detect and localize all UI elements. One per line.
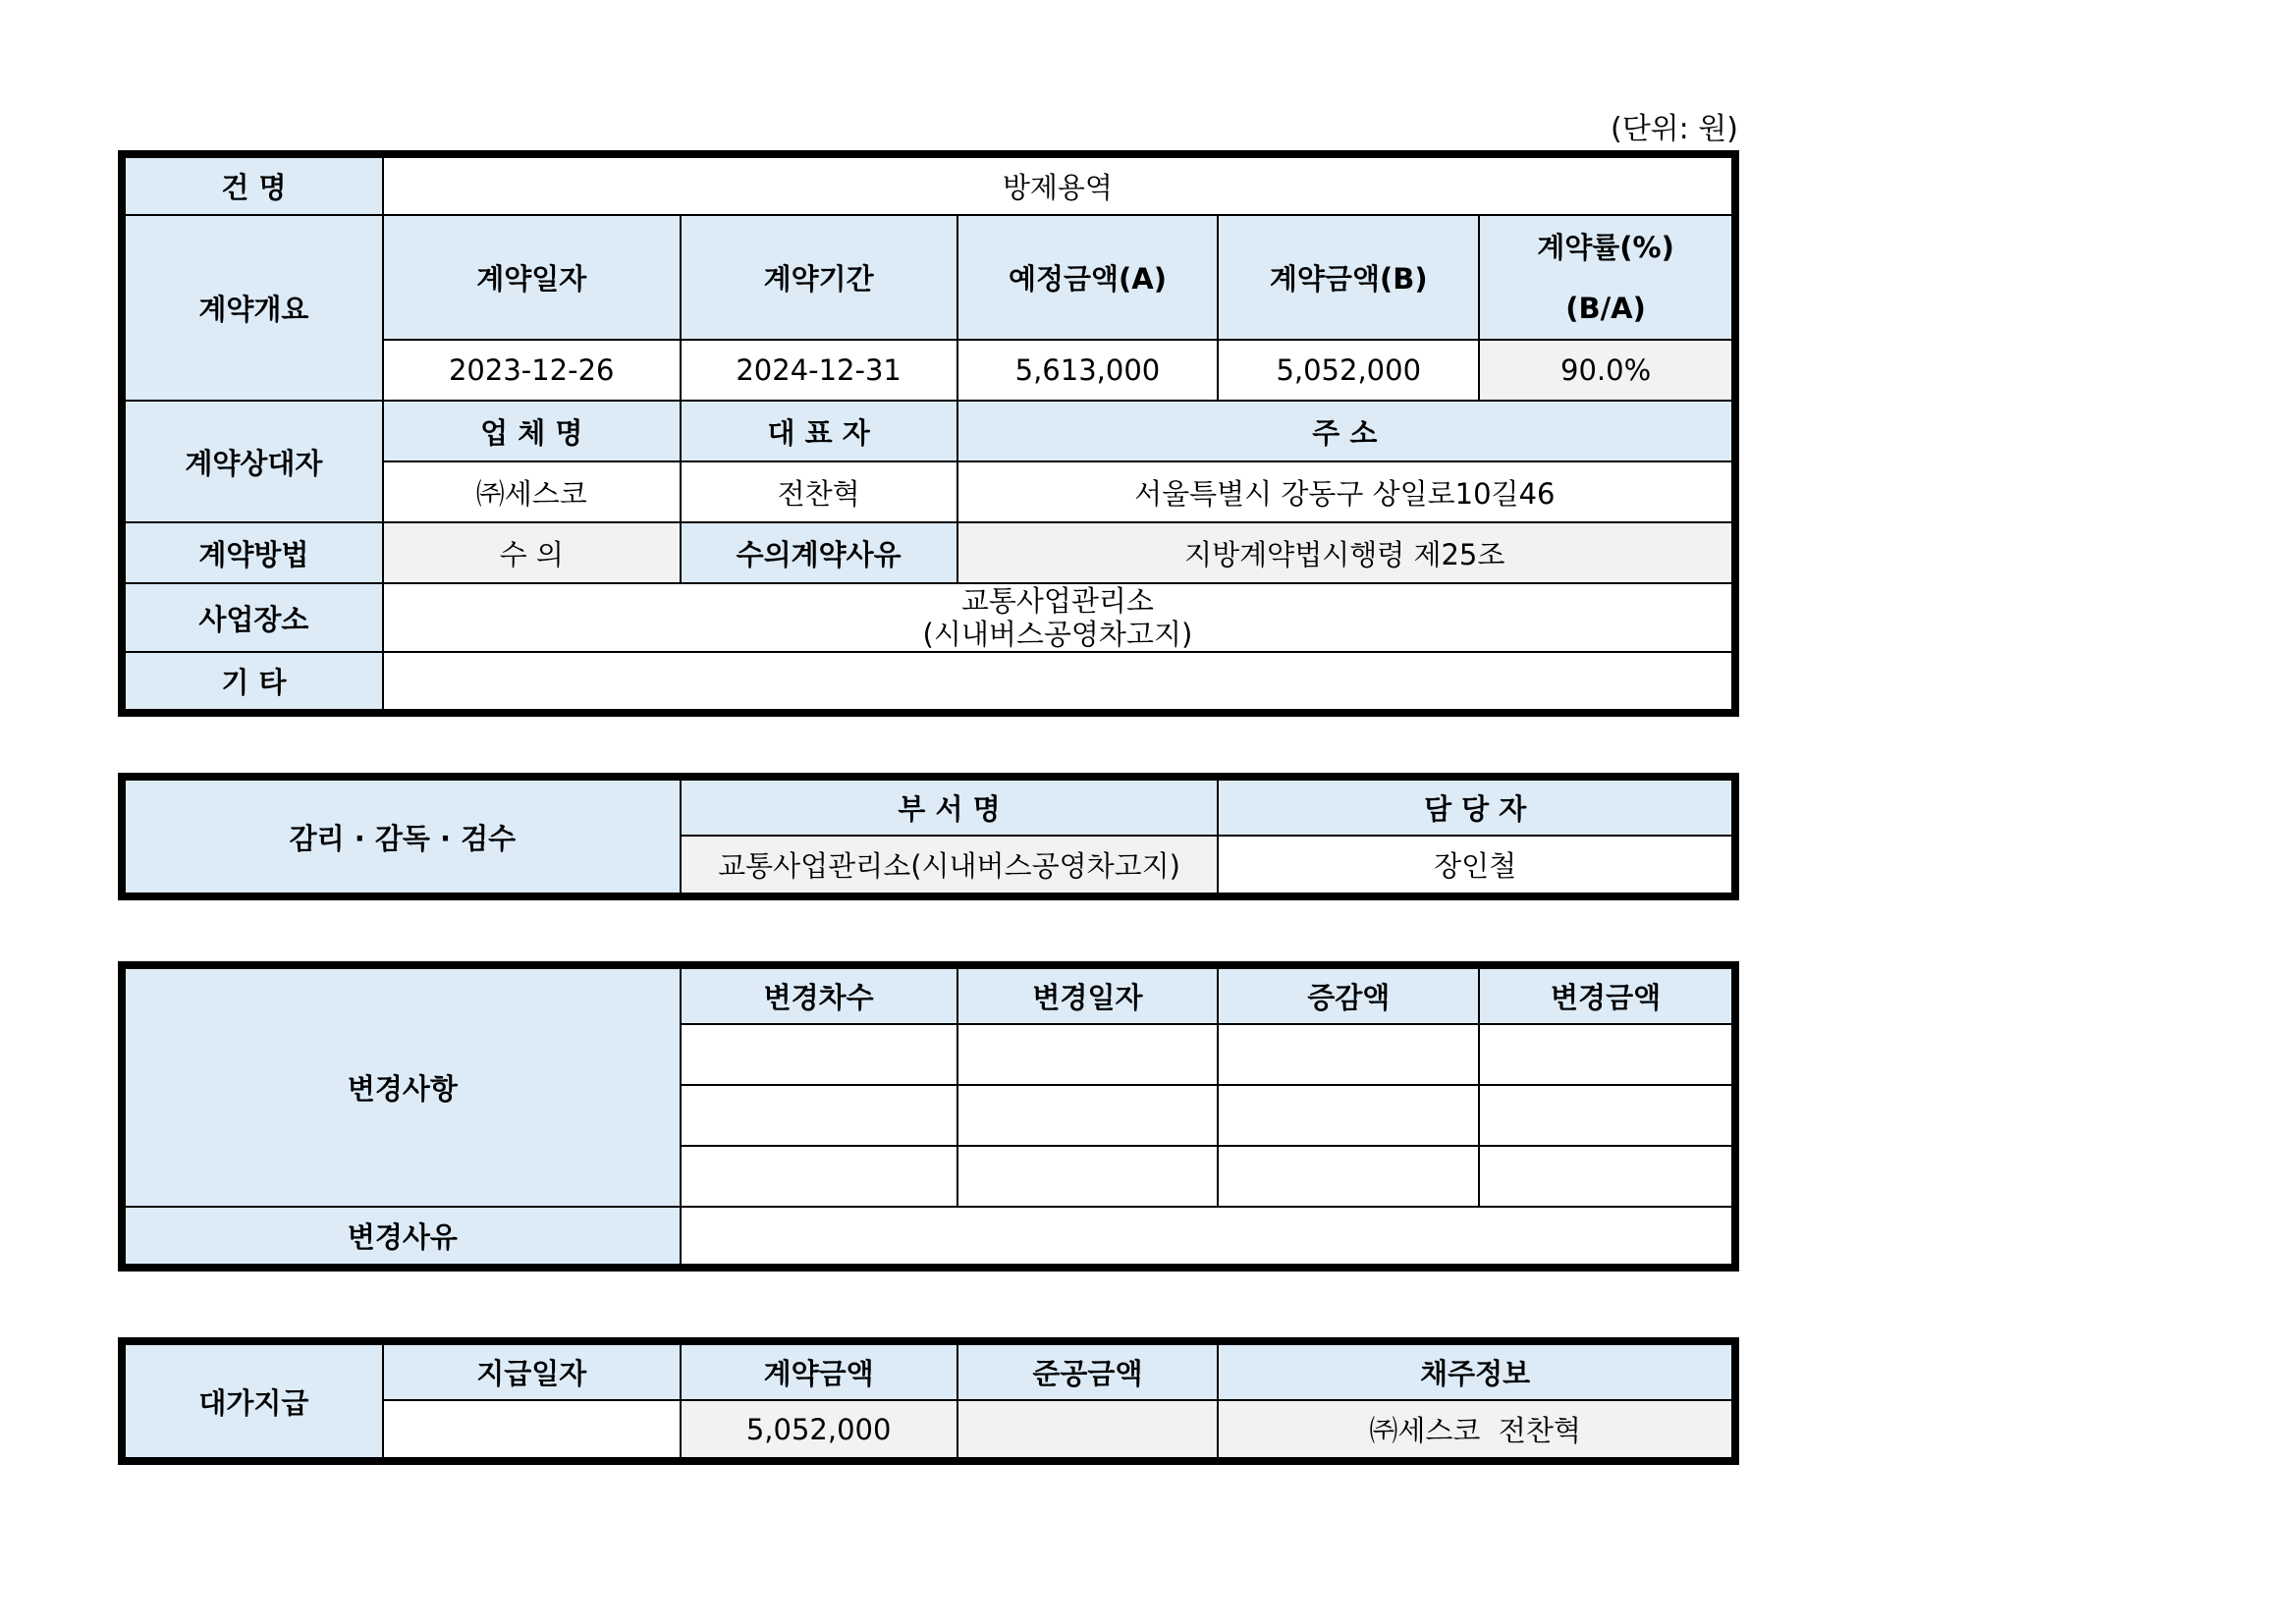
change-amount	[1479, 1024, 1735, 1085]
contract-amount: 5,052,000	[1218, 340, 1479, 401]
supervision-table	[118, 773, 1739, 900]
contract-method-label: 계약방법	[122, 522, 383, 583]
change-diff	[1218, 1146, 1479, 1207]
contract-period: 2024-12-31	[681, 340, 957, 401]
address: 서울특별시 강동구 상일로10길46	[957, 461, 1735, 522]
payment-contract-amount: 5,052,000	[681, 1400, 957, 1461]
private-contract-reason-label: 수의계약사유	[681, 522, 957, 583]
business-place	[383, 583, 1735, 652]
col-address: 주 소	[957, 401, 1735, 461]
col-contract-rate	[1479, 215, 1735, 340]
business-place-line1: 교통사업관리소	[960, 584, 1154, 618]
creditor-info: ㈜세스코 전찬혁	[1218, 1400, 1735, 1461]
change-date	[957, 1085, 1219, 1146]
contract-name-label: 건 명	[122, 154, 383, 215]
col-creditor-info: 채주정보	[1218, 1341, 1735, 1400]
contract-date: 2023-12-26	[383, 340, 681, 401]
completion-amount	[957, 1400, 1219, 1461]
col-contract-rate-line2: (B/A)	[1565, 291, 1646, 325]
col-estimated-amount: 예정금액(A)	[957, 215, 1219, 340]
unit-note: (단위: 원)	[1611, 112, 1738, 146]
changes-label: 변경사항	[122, 965, 681, 1207]
business-place-line2: (시내버스공영차고지)	[922, 618, 1193, 651]
private-contract-reason: 지방계약법시행령 제25조	[957, 522, 1735, 583]
change-diff	[1218, 1085, 1479, 1146]
contract-method: 수 의	[383, 522, 681, 583]
contract-name-value: 방제용역	[383, 154, 1735, 215]
change-reason-label: 변경사유	[122, 1207, 681, 1268]
contract-rate: 90.0%	[1479, 340, 1735, 401]
col-department: 부 서 명	[681, 777, 1219, 836]
etc-label: 기 타	[122, 652, 383, 713]
payment-date	[383, 1400, 681, 1461]
col-completion-amount: 준공금액	[957, 1341, 1219, 1400]
col-change-amount: 변경금액	[1479, 965, 1735, 1024]
estimated-amount: 5,613,000	[957, 340, 1219, 401]
col-payment-contract-amount: 계약금액	[681, 1341, 957, 1400]
contract-table	[118, 150, 1739, 717]
contract-party-label: 계약상대자	[122, 401, 383, 522]
payment-table	[118, 1337, 1739, 1465]
col-contract-date: 계약일자	[383, 215, 681, 340]
change-reason	[681, 1207, 1735, 1268]
change-date	[957, 1024, 1219, 1085]
col-company: 업 체 명	[383, 401, 681, 461]
manager: 장인철	[1218, 836, 1735, 896]
change-amount	[1479, 1146, 1735, 1207]
col-change-diff: 증감액	[1218, 965, 1479, 1024]
col-contract-amount: 계약금액(B)	[1218, 215, 1479, 340]
change-date	[957, 1146, 1219, 1207]
col-change-count: 변경차수	[681, 965, 957, 1024]
business-place-label: 사업장소	[122, 583, 383, 652]
change-count	[681, 1146, 957, 1207]
col-payment-date: 지급일자	[383, 1341, 681, 1400]
payment-label: 대가지급	[122, 1341, 383, 1461]
department: 교통사업관리소(시내버스공영차고지)	[681, 836, 1219, 896]
contract-overview-label: 계약개요	[122, 215, 383, 401]
representative: 전찬혁	[681, 461, 957, 522]
change-amount	[1479, 1085, 1735, 1146]
change-count	[681, 1024, 957, 1085]
company-name: ㈜세스코	[383, 461, 681, 522]
col-manager: 담 당 자	[1218, 777, 1735, 836]
col-contract-period: 계약기간	[681, 215, 957, 340]
change-count	[681, 1085, 957, 1146]
supervision-label: 감리 · 감독 · 검수	[122, 777, 681, 896]
col-change-date: 변경일자	[957, 965, 1219, 1024]
col-representative: 대 표 자	[681, 401, 957, 461]
changes-table	[118, 961, 1739, 1272]
etc-value	[383, 652, 1735, 713]
col-contract-rate-line1: 계약률(%)	[1537, 230, 1674, 264]
change-diff	[1218, 1024, 1479, 1085]
